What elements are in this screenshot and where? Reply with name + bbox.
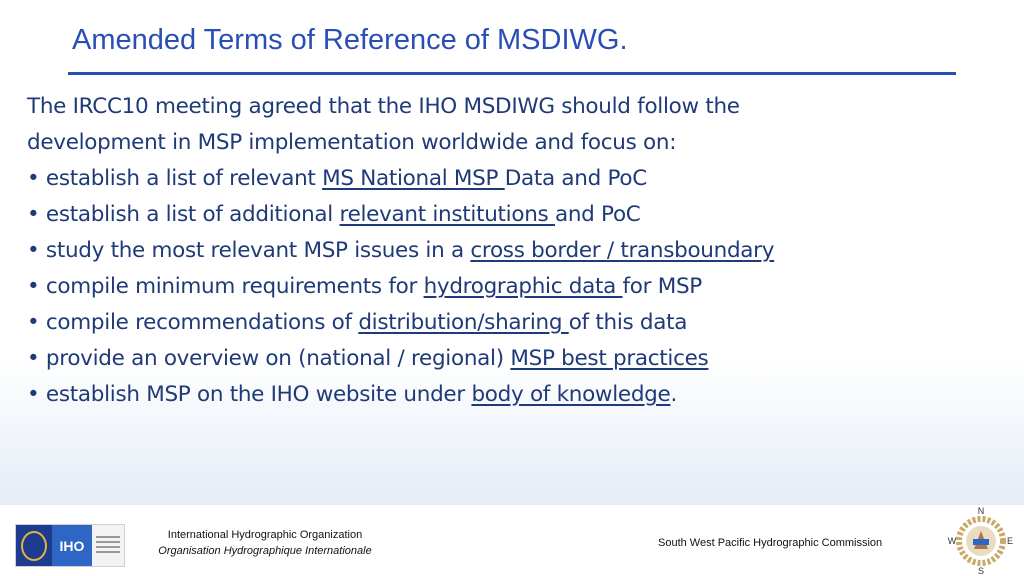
bullet-text: Data and PoC bbox=[504, 166, 647, 191]
link-ms-national-msp[interactable]: MS National MSP bbox=[322, 166, 505, 191]
compass-w: W bbox=[947, 536, 957, 546]
compass-s: S bbox=[977, 566, 985, 575]
link-cross-border[interactable]: cross border / transboundary bbox=[470, 238, 775, 263]
intro-line-2: development in MSP implementation worldwide and focus on: bbox=[27, 130, 677, 155]
bullet-text: • study the most relevant MSP issues in a bbox=[27, 238, 471, 263]
iho-logo-text: IHO bbox=[52, 525, 92, 566]
compass-n: N bbox=[977, 506, 985, 516]
link-distribution-sharing[interactable]: distribution/sharing bbox=[358, 310, 569, 335]
bullet-text: for MSP bbox=[622, 274, 702, 299]
bullet-text: • compile recommendations of bbox=[27, 310, 359, 335]
link-msp-best-practices[interactable]: MSP best practices bbox=[510, 346, 709, 371]
bullet-item bbox=[27, 197, 987, 233]
link-hydrographic-data[interactable]: hydrographic data bbox=[423, 274, 623, 299]
link-relevant-institutions[interactable]: relevant institutions bbox=[339, 202, 555, 227]
org-name-en: International Hydrographic Organization bbox=[167, 529, 363, 541]
bullet-text: • provide an overview on (national / regional) bbox=[27, 346, 511, 371]
bullet-item bbox=[27, 305, 987, 341]
intro-line-1: The IRCC10 meeting agreed that the IHO MSDIWG should follow the bbox=[27, 94, 740, 119]
compass-logo-icon bbox=[946, 505, 1016, 575]
bullet-item bbox=[27, 377, 987, 413]
bullet-item bbox=[27, 161, 987, 197]
slide-body bbox=[27, 89, 987, 413]
bullet-item bbox=[27, 233, 987, 269]
title-divider bbox=[68, 72, 956, 75]
bullet-text: • establish MSP on the IHO website under bbox=[27, 382, 472, 407]
commission-name: South West Pacific Hydrographic Commission bbox=[658, 537, 883, 549]
bullet-item bbox=[27, 269, 987, 305]
bullet-item bbox=[27, 341, 987, 377]
bullet-text: of this data bbox=[568, 310, 688, 335]
slide-title: Amended Terms of Reference of MSDIWG. bbox=[72, 24, 628, 56]
org-name-fr: Organisation Hydrographique Internationale bbox=[158, 545, 372, 557]
bullet-text: • establish a list of relevant bbox=[27, 166, 323, 191]
bullet-text: • establish a list of additional bbox=[27, 202, 340, 227]
bullet-text: • compile minimum requirements for bbox=[27, 274, 424, 299]
bullet-text: and PoC bbox=[554, 202, 641, 227]
link-body-of-knowledge[interactable]: body of knowledge bbox=[471, 382, 671, 407]
footer-bar bbox=[0, 505, 1024, 576]
compass-e: E bbox=[1006, 536, 1014, 546]
bullet-text: . bbox=[670, 382, 677, 407]
